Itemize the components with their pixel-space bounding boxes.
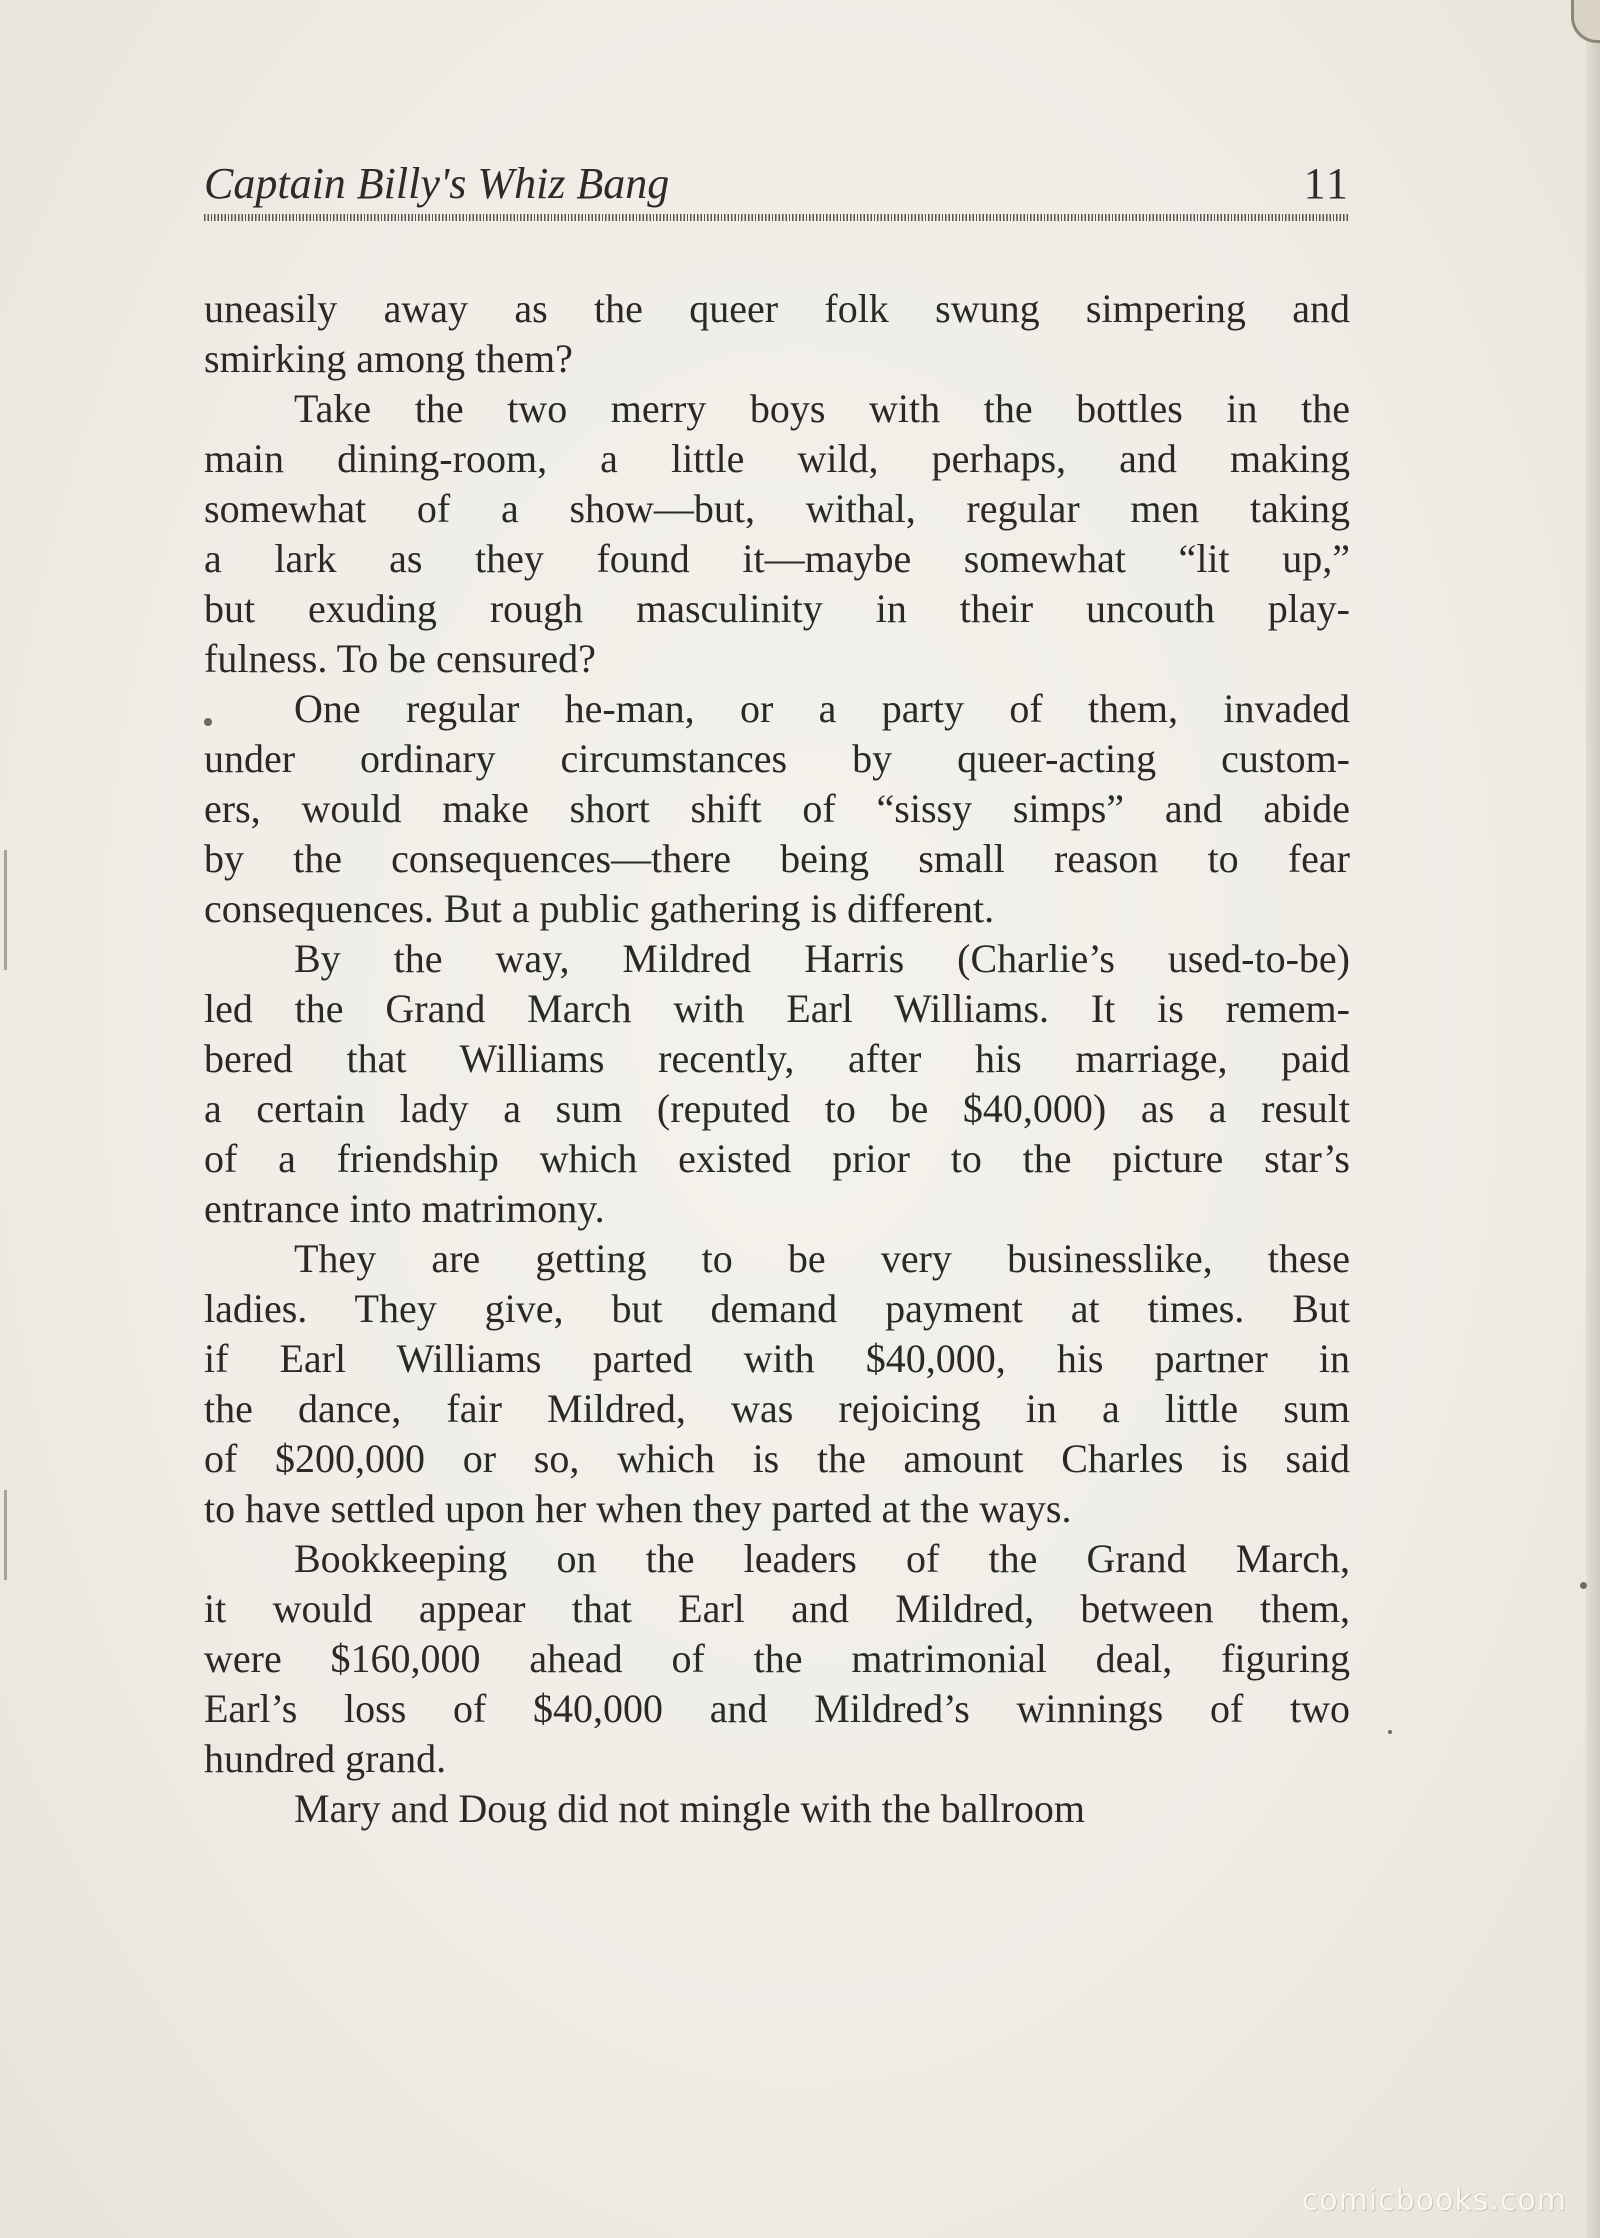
text-line: entrance into matrimony.	[204, 1186, 605, 1231]
text-line: bered that Williams recently, after his marriage, paid	[204, 1036, 1350, 1081]
text-line: Take the two merry boys with the bottles in the	[294, 386, 1350, 431]
magazine-title: Captain Billy's Whiz Bang	[204, 159, 670, 208]
binding-edge	[1586, 0, 1600, 2238]
text-line: somewhat of a show—but, withal, regular men taking	[204, 486, 1350, 531]
text-line: smirking among them?	[204, 336, 573, 381]
text-line: under ordinary circumstances by queer-acting custom-	[204, 736, 1350, 781]
text-line: of $200,000 or so, which is the amount Charles is said	[204, 1436, 1350, 1481]
text-line: Mary and Doug did not mingle with the ballroom	[294, 1786, 1085, 1831]
text-line: hundred grand.	[204, 1736, 447, 1781]
text-line: Bookkeeping on the leaders of the Grand March,	[294, 1536, 1350, 1581]
text-line: fulness. To be censured?	[204, 636, 596, 681]
text-line: ers, would make short shift of “sissy simps” and abide	[204, 786, 1350, 831]
page-corner-curl	[1571, 0, 1600, 43]
text-line: consequences. But a public gathering is different.	[204, 886, 995, 931]
text-line: One regular he-man, or a party of them, invaded	[294, 686, 1350, 731]
paper-speck	[1388, 1730, 1392, 1734]
text-line: a lark as they found it—maybe somewhat “lit up,”	[204, 536, 1350, 581]
text-line: if Earl Williams parted with $40,000, his partner in	[204, 1336, 1350, 1381]
text-line: by the consequences—there being small reason to fear	[204, 836, 1350, 881]
running-header	[204, 158, 1350, 214]
text-line: a certain lady a sum (reputed to be $40,000) as a result	[204, 1086, 1350, 1131]
text-line: Earl’s loss of $40,000 and Mildred’s winnings of two	[204, 1686, 1350, 1731]
text-line: uneasily away as the queer folk swung simpering and	[204, 286, 1350, 331]
scan-edge-mark	[4, 850, 7, 970]
text-line: ladies. They give, but demand payment at times. But	[204, 1286, 1350, 1331]
text-line: the dance, fair Mildred, was rejoicing in a little sum	[204, 1386, 1350, 1431]
text-line: They are getting to be very businesslike, these	[294, 1236, 1350, 1281]
text-line: were $160,000 ahead of the matrimonial deal, figuring	[204, 1636, 1350, 1681]
page-number: 11	[1303, 159, 1350, 208]
paper-speck	[1580, 1582, 1587, 1589]
text-line: to have settled upon her when they parted at the ways.	[204, 1486, 1072, 1531]
text-line: led the Grand March with Earl Williams. It is remem-	[204, 986, 1350, 1031]
text-line: of a friendship which existed prior to the picture star’s	[204, 1136, 1350, 1181]
text-line: main dining-room, a little wild, perhaps, and making	[204, 436, 1350, 481]
paper-speck	[204, 718, 212, 726]
text-line: By the way, Mildred Harris (Charlie’s used-to-be)	[294, 936, 1350, 981]
scan-edge-mark	[4, 1490, 7, 1580]
header-dotted-rule	[204, 214, 1350, 221]
text-line: it would appear that Earl and Mildred, between them,	[204, 1586, 1350, 1631]
site-watermark: comicbooks.com	[1301, 2183, 1567, 2218]
text-line: but exuding rough masculinity in their uncouth play-	[204, 586, 1350, 631]
